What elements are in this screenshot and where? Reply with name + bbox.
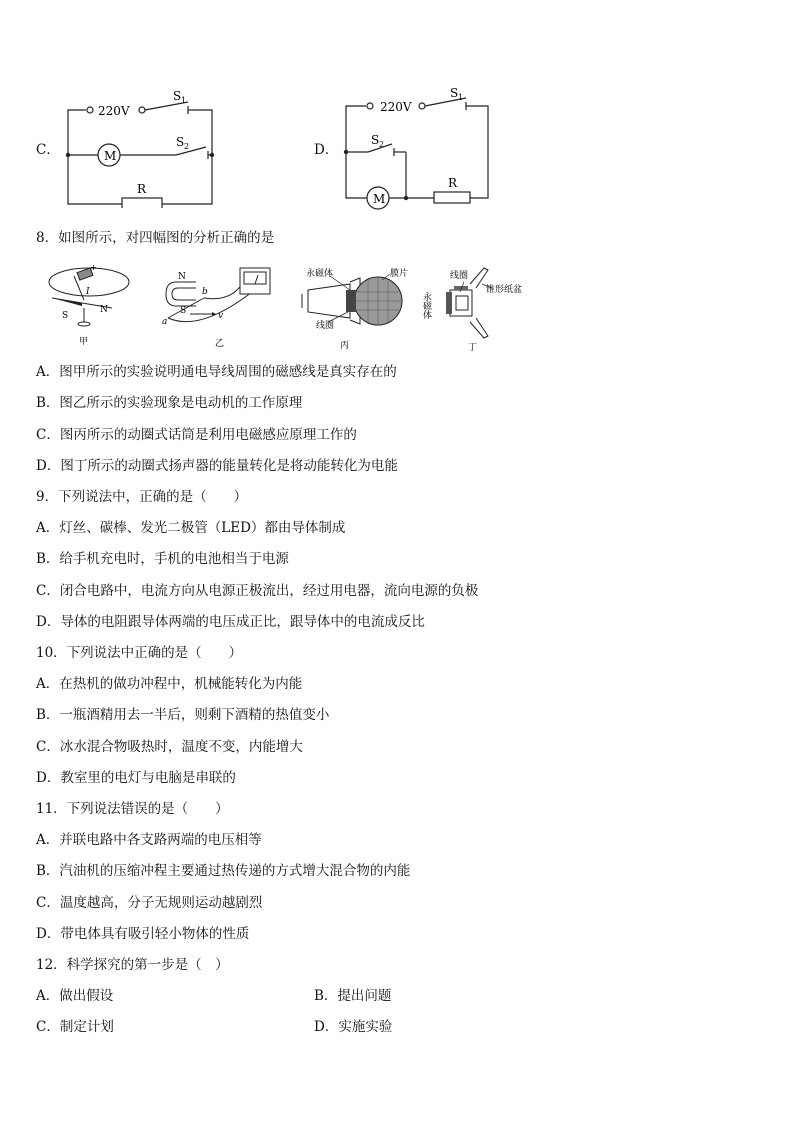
plus-sign: + (90, 263, 97, 272)
question-12-option-a: A．做出假设 (36, 988, 114, 1004)
figure-caption: 乙 (215, 339, 225, 348)
n-pole-label: N (178, 272, 186, 282)
question-8-option-c: C．图丙所示的动圈式话筒是利用电磁感应原理工作的 (36, 427, 357, 443)
motor-label: M (373, 192, 386, 206)
question-9-option-a: A．灯丝、碳棒、发光二极管（LED）都由导体制成 (36, 520, 346, 536)
voltage-label: 220V (380, 100, 412, 114)
s-pole-label: S (180, 306, 187, 316)
voltage-label: 220V (98, 104, 130, 118)
resistor-label: R (137, 182, 147, 196)
question-9-option-c: C．闭合电路中，电流方向从电源正极流出，经过用电器，流向电源的负极 (36, 583, 479, 599)
question-11-option-b: B．汽油机的压缩冲程主要通过热传递的方式增大混合物的内能 (36, 863, 411, 879)
question-10-stem: 10．下列说法中正确的是（ ） (36, 645, 243, 661)
coil-label: 线圈 (450, 271, 469, 281)
question-8-stem: 8．如图所示，对四幅图的分析正确的是 (36, 230, 275, 246)
question-10-option-c: C．冰水混合物吸热时，温度不变，内能增大 (36, 739, 303, 755)
s-pole-label: S (62, 311, 69, 321)
figure-bing-microphone (298, 262, 414, 352)
switch-s2-label: S (176, 135, 185, 149)
question-9-option-d: D．导体的电阻跟导体两端的电压成正比，跟导体中的电流成反比 (36, 614, 425, 630)
question-10-option-a: A．在热机的做功冲程中，机械能转化为内能 (36, 676, 303, 692)
question-12-option-c: C．制定计划 (36, 1019, 114, 1035)
question-12-option-b: B．提出问题 (314, 988, 392, 1004)
question-12-stem: 12．科学探究的第一步是（ ） (36, 957, 229, 973)
question-8-option-d: D．图丁所示的动圈式扬声器的能量转化是将动能转化为电能 (36, 458, 398, 474)
n-pole-label: N (100, 305, 108, 315)
figure-caption: 丙 (340, 341, 350, 351)
question-8-option-a: A．图甲所示的实验说明通电导线周围的磁感线是真实存在的 (36, 364, 397, 380)
figure-yi-induction (160, 262, 290, 348)
circuit-diagram-d (338, 86, 498, 216)
figure-caption: 丁 (468, 343, 478, 353)
resistor-label: R (448, 176, 458, 190)
switch-s2-subscript: 2 (379, 140, 385, 149)
circuit-diagram-c (60, 86, 220, 208)
question-9-option-b: B．给手机充电时，手机的电池相当于电源 (36, 551, 289, 567)
point-b-label: b (202, 287, 208, 297)
option-d-label: D． (314, 142, 339, 158)
switch-s1-subscript: 1 (458, 93, 464, 102)
question-11-option-c: C．温度越高，分子无规则运动越剧烈 (36, 895, 263, 911)
switch-s2-label: S (371, 133, 380, 147)
question-11-option-a: A．并联电路中各支路两端的电压相等 (36, 832, 262, 848)
switch-s1-label: S (450, 86, 459, 100)
cone-label: 锥形纸盆 (486, 285, 523, 295)
question-11-stem: 11．下列说法错误的是（ ） (36, 801, 229, 817)
switch-s1-subscript: 1 (181, 96, 187, 105)
current-label: I (86, 287, 90, 297)
question-12-option-d: D．实施实验 (314, 1019, 393, 1035)
figure-ding-speaker (420, 262, 540, 354)
point-a-label: a (162, 317, 168, 327)
magnet-label: 永磁体 (421, 292, 431, 319)
velocity-label: v (218, 311, 224, 321)
coil-label: 线圈 (316, 321, 335, 331)
question-10-option-d: D．教室里的电灯与电脑是串联的 (36, 770, 236, 786)
magnet-label: 永磁体 (306, 269, 334, 279)
question-10-option-b: B．一瓶酒精用去一半后，则剩下酒精的热值变小 (36, 707, 330, 723)
question-8-option-b: B．图乙所示的实验现象是电动机的工作原理 (36, 395, 303, 411)
switch-s2-subscript: 2 (184, 142, 190, 151)
figure-caption: 甲 (79, 337, 89, 347)
diaphragm-label: 膜片 (390, 269, 409, 279)
figure-jia-oersted (44, 260, 134, 348)
question-11-option-d: D．带电体具有吸引轻小物体的性质 (36, 926, 250, 942)
option-c-label: C． (36, 142, 60, 158)
switch-s1-label: S (173, 89, 182, 103)
motor-label: M (104, 149, 117, 163)
question-9-stem: 9．下列说法中，正确的是（ ） (36, 489, 248, 505)
